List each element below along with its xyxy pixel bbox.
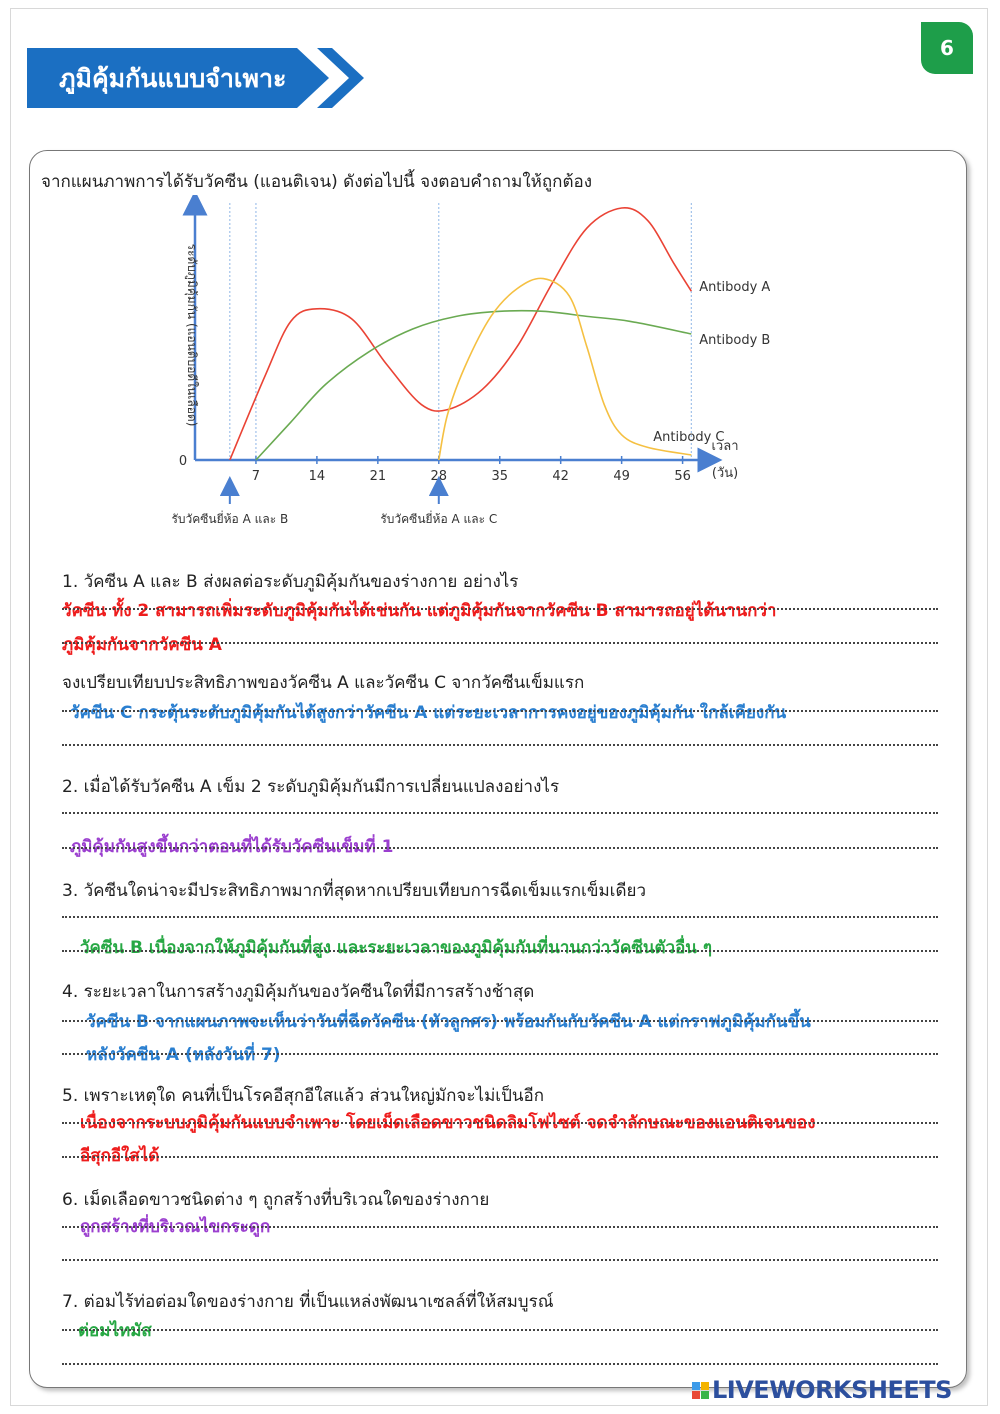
- answer-7-line-1[interactable]: ถูกสร้างที่บริเวณไขกระดูก: [80, 1217, 271, 1237]
- antibody-c-label: Antibody C: [653, 429, 725, 445]
- liveworksheets-logo: [692, 1376, 952, 1404]
- liveworksheets-logo-icon: [692, 1382, 709, 1399]
- answer-dotted-line: [62, 916, 938, 918]
- answer-dotted-line: [62, 1329, 938, 1331]
- answer-1-line-1[interactable]: วัคซีน ทั้ง 2 สามารถเพิ่มระดับภูมิคุ้มกันได้เช่นกัน แต่ภูมิคุ้มกันจากวัคซีน B สามารถอยู่ได้นานกว่า: [62, 601, 777, 621]
- answer-dotted-line: [62, 1363, 938, 1365]
- answer-dotted-line: [62, 950, 938, 952]
- answer-6-line-2[interactable]: อีสุกอีใสได้: [80, 1146, 160, 1166]
- question-6-text: 5. เพราะเหตุใด คนที่เป็นโรคอีสุกอีใสแล้ว ส่วนใหญ่มักจะไม่เป็นอีก: [62, 1086, 545, 1106]
- x-tick-label: 21: [369, 469, 387, 484]
- antibody-a-line: [230, 208, 691, 460]
- answer-3-line-1[interactable]: ภูมิคุ้มกันสูงขึ้นกว่าตอนที่ได้รับวัคซีนเข็มที่ 1: [70, 837, 394, 857]
- question-8-text: 7. ต่อมไร้ท่อต่อมใดของร่างกาย ที่เป็นแหล่งพัฒนาเซลล์ที่ให้สมบูรณ์: [62, 1292, 554, 1312]
- x-axis-unit: (วัน): [711, 466, 739, 481]
- intro-text: จากแผนภาพการได้รับวัคซีน (แอนติเจน) ดังต่อไปนี้ จงตอบคำถามให้ถูกต้อง: [41, 172, 593, 192]
- antibody-a-label: Antibody A: [699, 280, 770, 296]
- page-title: ภูมิคุ้มกันแบบจำเพาะ: [59, 64, 287, 93]
- answer-6-line-1[interactable]: เนื่องจากระบบภูมิคุ้มกันแบบจำเพาะ โดยเม็ดเลือดขาวชนิดลิมโฟไซต์ จดจำลักษณะของแอนติเจนของ: [80, 1113, 816, 1133]
- vaccination-label: รับวัคซีนยี่ห้อ A และ C: [380, 512, 498, 526]
- answer-dotted-line: [62, 744, 938, 746]
- answer-dotted-line: [62, 710, 938, 712]
- x-tick-label: 42: [552, 469, 569, 484]
- answer-dotted-line: [62, 1226, 938, 1228]
- question-1-text: 1. วัคซีน A และ B ส่งผลต่อระดับภูมิคุ้มกันของร่างกาย อย่างไร: [62, 572, 519, 592]
- answer-1-line-2[interactable]: ภูมิคุ้มกันจากวัคซีน A: [62, 635, 222, 655]
- answer-dotted-line: [62, 812, 938, 814]
- answer-dotted-line: [62, 642, 938, 644]
- y-axis-label: ระดับภูมิคุ้มกัน (แอนติบอดีในเลือด): [185, 243, 199, 427]
- answer-dotted-line: [62, 1020, 938, 1022]
- vaccination-label: รับวัคซีนยี่ห้อ A และ B: [171, 512, 289, 526]
- answer-dotted-line: [62, 1156, 938, 1158]
- answer-8-line-1[interactable]: ต่อมไทมัส: [78, 1321, 152, 1341]
- x-tick-label: 56: [674, 469, 691, 484]
- x-axis-label: เวลา: [711, 439, 739, 454]
- x-tick-label: 35: [491, 469, 509, 484]
- x-tick-label: 14: [308, 469, 326, 484]
- y-origin-label: 0: [178, 454, 188, 469]
- x-tick-label: 7: [251, 469, 261, 484]
- question-7-text: 6. เม็ดเลือดขาวชนิดต่าง ๆ ถูกสร้างที่บริเวณใดของร่างกาย: [62, 1190, 490, 1210]
- answer-dotted-line: [62, 1122, 938, 1124]
- question-4-text: 3. วัคซีนใดน่าจะมีประสิทธิภาพมากที่สุดหากเปรียบเทียบการฉีดเข็มแรกเข็มเดียว: [62, 881, 647, 901]
- question-5-text: 4. ระยะเวลาในการสร้างภูมิคุ้มกันของวัคซีนใดที่มีการสร้างช้าสุด: [62, 982, 535, 1002]
- x-tick-label: 49: [613, 469, 630, 484]
- page-number-badge: 6: [921, 22, 973, 74]
- chart-svg: [130, 195, 770, 535]
- answer-5-line-1[interactable]: วัคซีน B จากแผนภาพจะเห็นว่าวันที่ฉีดวัคซีน (หัวลูกศร) พร้อมกันกับวัคซีน A แต่กราฟภูมิคุ้มกันขึ้น: [86, 1012, 811, 1032]
- answer-dotted-line: [62, 847, 938, 849]
- answer-dotted-line: [62, 1053, 938, 1055]
- answer-5-line-2[interactable]: หลังวัคซีน A (หลังวันที่ 7): [86, 1045, 281, 1065]
- title-banner: [27, 46, 362, 108]
- question-3-text: 2. เมื่อได้รับวัคซีน A เข็ม 2 ระดับภูมิคุ้มกันมีการเปลี่ยนแปลงอย่างไร: [62, 777, 560, 797]
- answer-dotted-line: [62, 608, 938, 610]
- antibody-chart: [130, 195, 770, 539]
- answer-dotted-line: [62, 1259, 938, 1261]
- x-tick-label: 28: [430, 469, 448, 484]
- answer-4-line-1[interactable]: วัคซีน B เนื่องจากให้ภูมิคุ้มกันที่สูง และระยะเวลาของภูมิคุ้มกันที่นานกว่าวัคซีนตัวอื่น ๆ: [80, 938, 712, 958]
- logo-text: LIVEWORKSHEETS: [712, 1376, 952, 1404]
- question-2-text: จงเปรียบเทียบประสิทธิภาพของวัคซีน A และวัคซีน C จากวัคซีนเข็มแรก: [62, 673, 585, 693]
- antibody-b-label: Antibody B: [699, 333, 770, 348]
- answer-2-line-1[interactable]: วัคซีน C กระตุ้นระดับภูมิคุ้มกันได้สูงกว่าวัคซีน A แต่ระยะเวลาการคงอยู่ของภูมิคุ้มกัน ใกล้เคียงกัน: [70, 703, 787, 723]
